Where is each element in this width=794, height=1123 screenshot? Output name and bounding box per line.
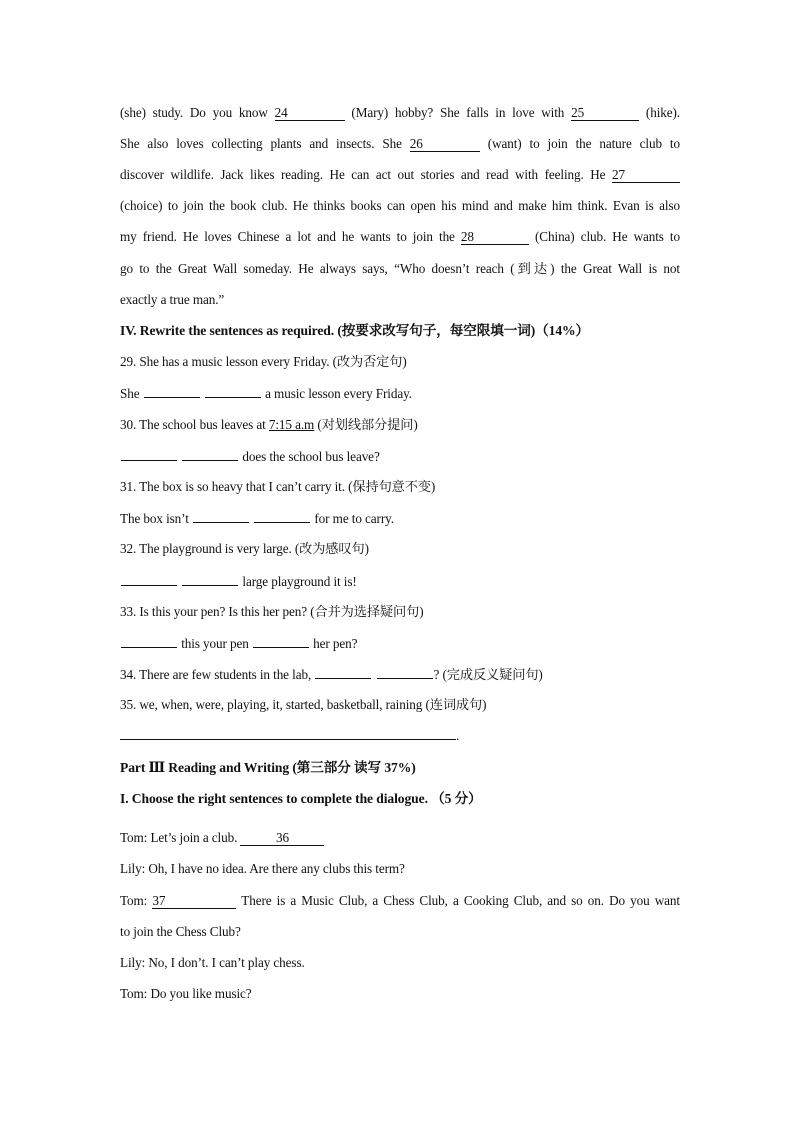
question-31: 31. The box is so heavy that I can’t carry it. (保持句意不变) [120,479,436,494]
passage-line-2: She also loves collecting plants and insects. She 26 (want) to join the nature club to [120,136,680,151]
answer-30-blank-1[interactable] [121,447,177,461]
answer-33-blank-2[interactable] [253,634,309,648]
answer-31-blank-1[interactable] [193,509,249,523]
answer-30: does the school bus leave? [120,447,680,466]
underlined-time: 7:15 a.m [268,417,315,432]
dialogue-line-2: Lily: Oh, I have no idea. Are there any clubs this term? [120,861,405,876]
dialogue-line-3: Tom: 37 There is a Music Club, a Chess Club, a Cooking Club, and so on. Do you want [120,893,680,908]
answer-29-blank-1[interactable] [144,384,200,398]
answer-33-blank-1[interactable] [121,634,177,648]
answer-30-blank-2[interactable] [182,447,238,461]
passage-line-5: my friend. He loves Chinese a lot and he wants to join the 28 (China) club. He wants to [120,229,680,244]
blank-24[interactable]: 24 [275,106,345,121]
dialogue-line-5: Lily: No, I don’t. I can’t play chess. [120,955,305,970]
answer-32-blank-2[interactable] [182,572,238,586]
question-32: 32. The playground is very large. (改为感叹句) [120,541,369,556]
section-4-heading: IV. Rewrite the sentences as required. (按要求改写句子，每空限填一词)（14%） [120,323,590,338]
question-30: 30. The school bus leaves at 7:15 a.m (对划线部分提问) [120,417,418,432]
dialogue-line-4: to join the Chess Club? [120,924,241,939]
part-3-heading: Part Ⅲ Reading and Writing (第三部分 读写 37%) [120,760,416,775]
passage-line-1: (she) study. Do you know 24 (Mary) hobby? She falls in love with 25 (hike). [120,105,680,120]
part-3-subheading: I. Choose the right sentences to complete the dialogue. （5 分） [120,791,482,806]
answer-31: The box isn’t for me to carry. [120,511,394,526]
blank-26[interactable]: 26 [410,137,480,152]
question-33: 33. Is this your pen? Is this her pen? (合并为选择疑问句) [120,604,424,619]
blank-36[interactable]: 36 [240,831,324,846]
blank-27[interactable]: 27 [612,168,680,183]
passage-line-7: exactly a true man.” [120,292,225,307]
dialogue-line-6: Tom: Do you like music? [120,986,252,1001]
answer-29-blank-2[interactable] [205,384,261,398]
passage-line-3: discover wildlife. Jack likes reading. He can act out stories and read with feeling. He 27 [120,166,680,184]
question-29: 29. She has a music lesson every Friday. (改为否定句) [120,354,407,369]
answer-34-blank-1[interactable] [315,665,371,679]
dialogue-line-1: Tom: Let’s join a club. 36 [120,829,680,847]
blank-37[interactable]: 37 [152,894,236,909]
passage-line-6: go to the Great Wall someday. He always says, “Who doesn’t reach (到达) the Great Wall is not [120,261,680,276]
answer-33: this your pen her pen? [120,634,680,653]
answer-32: large playground it is! [120,572,680,591]
answer-31-blank-2[interactable] [254,509,310,523]
question-35: 35. we, when, were, playing, it, started, basketball, raining (连词成句) [120,697,487,712]
passage-line-4: (choice) to join the book club. He thinks books can open his mind and make him think. Evan is also [120,198,680,213]
answer-29: She a music lesson every Friday. [120,386,412,401]
answer-35-line[interactable] [120,739,456,740]
answer-34-blank-2[interactable] [377,665,433,679]
answer-35-period: . [456,728,460,743]
answer-32-blank-1[interactable] [121,572,177,586]
blank-28[interactable]: 28 [461,230,529,245]
blank-25[interactable]: 25 [571,106,639,121]
question-34: 34. There are few students in the lab, ? (完成反义疑问句) [120,667,543,682]
